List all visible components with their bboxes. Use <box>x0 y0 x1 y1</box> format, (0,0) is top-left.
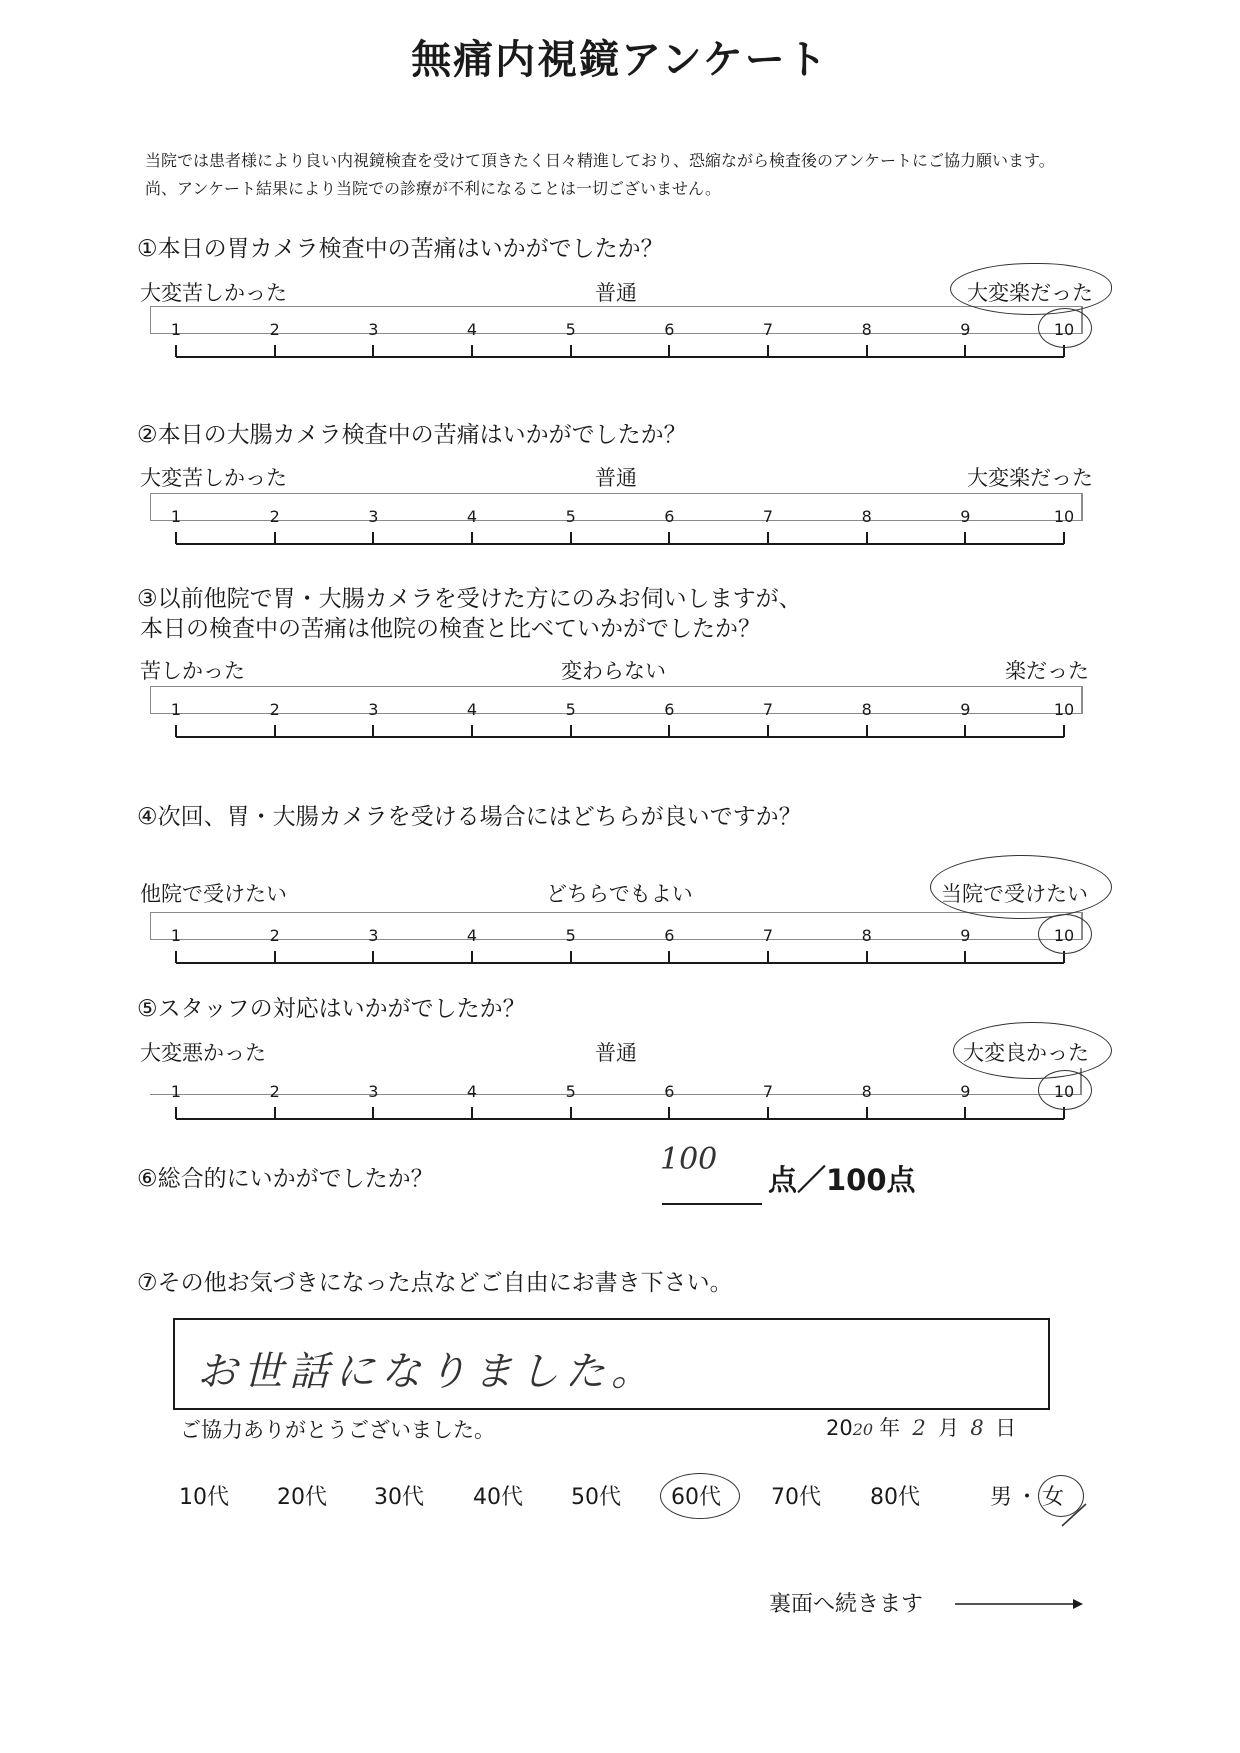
q4-right-label: 当院で受けたい <box>941 882 1088 906</box>
date-day-label: 日 <box>995 1416 1017 1440</box>
question-3-line-2: 本日の検査中の苦痛は他院の検査と比べていかがでしたか？ <box>140 616 761 642</box>
q5-scale[interactable] <box>150 1074 1080 1134</box>
q1-scale[interactable] <box>150 312 1080 372</box>
scale-number-10[interactable]: 10 <box>1053 926 1075 945</box>
age-option-70s[interactable]: 70代 <box>771 1485 821 1510</box>
intro-line-2: 尚、アンケート結果により当院での診療が不利になることは一切ございません。 <box>145 179 722 198</box>
scale-tick <box>866 532 868 544</box>
scale-number-4[interactable]: 4 <box>466 507 478 526</box>
scale-number-3[interactable]: 3 <box>368 700 379 719</box>
scale-number-6[interactable]: 6 <box>664 926 675 945</box>
q1-label-circle-mark <box>950 263 1112 315</box>
gender-separator: ・ <box>1016 1485 1039 1510</box>
q2-left-label: 大変苦しかった <box>140 466 287 490</box>
date-month-handwritten: 2 <box>912 1416 926 1440</box>
scale-number-3[interactable]: 3 <box>368 926 379 945</box>
scale-number-6[interactable]: 6 <box>664 507 675 526</box>
scale-tick <box>866 1107 868 1119</box>
q4-left-label: 他院で受けたい <box>140 882 287 906</box>
scale-number-2[interactable]: 2 <box>269 926 280 945</box>
scale-number-2[interactable]: 2 <box>269 700 280 719</box>
scale-number-7[interactable]: 7 <box>762 1082 774 1101</box>
q5-left-label: 大変悪かった <box>140 1041 266 1065</box>
question-3-line-1: ③以前他院で胃・大腸カメラを受けた方にのみお伺いしますが、 <box>137 586 802 612</box>
age-option-60s[interactable]: 60代 <box>671 1485 721 1510</box>
scale-number-8[interactable]: 8 <box>861 926 872 945</box>
scale-tick <box>866 345 868 357</box>
question-7: ⑦その他お気づきになった点などご自由にお書き下さい。 <box>137 1270 733 1296</box>
scale-tick <box>372 1107 374 1119</box>
scale-tick <box>274 951 276 963</box>
scale-tick <box>570 951 572 963</box>
q4-scale[interactable] <box>150 918 1080 978</box>
age-option-80s[interactable]: 80代 <box>870 1485 920 1510</box>
scale-number-10[interactable]: 10 <box>1053 700 1075 719</box>
scale-number-6[interactable]: 6 <box>664 700 675 719</box>
q5-label-circle-mark <box>953 1022 1112 1079</box>
scale-number-9[interactable]: 9 <box>960 320 971 339</box>
scale-tick <box>964 951 966 963</box>
age-selected-circle-mark <box>660 1473 740 1519</box>
q6-score-underline <box>662 1203 762 1205</box>
scale-tick <box>471 532 473 544</box>
scale-tick <box>274 725 276 737</box>
survey-title: 無痛内視鏡アンケート <box>411 37 829 83</box>
scale-axis-line <box>176 962 1064 964</box>
date-year-handwritten: 20 <box>852 1420 874 1439</box>
scale-number-7[interactable]: 7 <box>762 926 774 945</box>
scale-axis-line <box>176 1118 1064 1120</box>
scale-number-9[interactable]: 9 <box>960 1082 971 1101</box>
scale-number-6[interactable]: 6 <box>664 320 675 339</box>
scale-number-10[interactable]: 10 <box>1053 507 1075 526</box>
date-year-prefix: 20 <box>826 1416 853 1440</box>
scale-number-2[interactable]: 2 <box>269 507 280 526</box>
scale-number-5[interactable]: 5 <box>565 700 576 719</box>
q3-left-label: 苦しかった <box>140 659 245 683</box>
gender-slash-mark <box>1060 1500 1090 1530</box>
gender-option-male[interactable]: 男 <box>990 1485 1013 1510</box>
q2-scale[interactable] <box>150 499 1080 559</box>
scale-number-4[interactable]: 4 <box>466 1082 478 1101</box>
scale-number-8[interactable]: 8 <box>861 507 872 526</box>
scale-number-5[interactable]: 5 <box>565 320 576 339</box>
q5-mid-label: 普通 <box>595 1041 637 1065</box>
scale-tick <box>964 532 966 544</box>
thanks-message: ご協力ありがとうございました。 <box>180 1418 495 1442</box>
question-4: ④次回、胃・大腸カメラを受ける場合にはどちらが良いですか？ <box>137 804 802 830</box>
date-day-handwritten: 8 <box>970 1416 984 1440</box>
q6-score-suffix: 点／100点 <box>768 1163 916 1197</box>
date-month-label: 月 <box>938 1416 960 1440</box>
scale-number-5[interactable]: 5 <box>565 926 576 945</box>
age-option-30s[interactable]: 30代 <box>374 1485 424 1510</box>
scale-tick <box>767 345 769 357</box>
scale-number-8[interactable]: 8 <box>861 700 872 719</box>
q1-left-label: 大変苦しかった <box>140 281 287 305</box>
q5-right-label: 大変良かった <box>963 1041 1089 1065</box>
q3-scale[interactable] <box>150 692 1080 752</box>
scale-tick <box>1063 725 1065 737</box>
gender-option-female[interactable]: 女 <box>1042 1485 1065 1510</box>
scale-tick <box>471 1107 473 1119</box>
scale-number-5[interactable]: 5 <box>565 507 576 526</box>
scale-number-7[interactable]: 7 <box>762 700 774 719</box>
scale-tick <box>767 1107 769 1119</box>
question-6: ⑥総合的にいかがでしたか？ <box>137 1166 434 1192</box>
date-field[interactable] <box>826 1412 1016 1442</box>
scale-tick <box>175 1107 177 1119</box>
scale-number-7[interactable]: 7 <box>762 320 774 339</box>
scale-tick <box>668 725 670 737</box>
question-5: ⑤スタッフの対応はいかがでしたか？ <box>137 996 526 1022</box>
scale-tick <box>668 345 670 357</box>
scale-number-9[interactable]: 9 <box>960 926 971 945</box>
scale-axis-line <box>176 356 1064 358</box>
q4-label-circle-mark <box>930 855 1112 919</box>
scale-number-3[interactable]: 3 <box>368 320 379 339</box>
q6-score-handwritten[interactable]: 100 <box>660 1142 718 1177</box>
scale-tick <box>964 725 966 737</box>
scale-number-5[interactable]: 5 <box>565 1082 576 1101</box>
scale-axis-line <box>176 543 1064 545</box>
scale-number-7[interactable]: 7 <box>762 507 774 526</box>
scale-number-1[interactable]: 1 <box>170 320 182 339</box>
q2-mid-label: 普通 <box>595 466 637 490</box>
scale-tick <box>175 532 177 544</box>
question-2: ②本日の大腸カメラ検査中の苦痛はいかがでしたか？ <box>137 422 687 448</box>
scale-tick <box>372 345 374 357</box>
scale-tick <box>570 725 572 737</box>
scale-number-10[interactable]: 10 <box>1053 320 1075 339</box>
scale-number-3[interactable]: 3 <box>368 1082 379 1101</box>
scale-axis-line <box>176 736 1064 738</box>
question-1: ①本日の胃カメラ検査中の苦痛はいかがでしたか？ <box>137 236 664 262</box>
scale-tick <box>570 532 572 544</box>
age-option-40s[interactable]: 40代 <box>473 1485 523 1510</box>
scale-number-1[interactable]: 1 <box>170 1082 182 1101</box>
scale-number-4[interactable]: 4 <box>466 320 478 339</box>
scale-number-2[interactable]: 2 <box>269 1082 280 1101</box>
scale-number-9[interactable]: 9 <box>960 507 971 526</box>
q1-mid-label: 普通 <box>595 281 637 305</box>
selected-answer-circle-mark <box>1038 914 1092 954</box>
scale-tick <box>274 1107 276 1119</box>
intro-line-1: 当院では患者様により良い内視鏡検査を受けて頂きたく日々精進しており、恐縮ながら検査後のアンケートにご協力願います。 <box>145 151 1055 170</box>
scale-tick <box>767 725 769 737</box>
scale-tick <box>175 345 177 357</box>
scale-tick <box>767 951 769 963</box>
scale-tick <box>668 532 670 544</box>
scale-tick <box>668 951 670 963</box>
scale-tick <box>372 725 374 737</box>
scale-tick <box>767 532 769 544</box>
scale-number-3[interactable]: 3 <box>368 507 379 526</box>
scale-number-1[interactable]: 1 <box>170 700 182 719</box>
q3-mid-label: 変わらない <box>561 659 666 683</box>
scale-tick <box>866 951 868 963</box>
scale-number-8[interactable]: 8 <box>861 1082 872 1101</box>
q1-right-label: 大変楽だった <box>967 281 1093 305</box>
scale-number-4[interactable]: 4 <box>466 700 478 719</box>
scale-tick <box>668 1107 670 1119</box>
comment-box[interactable] <box>173 1318 1050 1410</box>
scale-tick <box>471 725 473 737</box>
q3-right-label: 楽だった <box>1005 659 1089 683</box>
scale-number-4[interactable]: 4 <box>466 926 478 945</box>
scale-number-9[interactable]: 9 <box>960 700 971 719</box>
scale-tick <box>471 951 473 963</box>
q2-right-label: 大変楽だった <box>967 466 1093 490</box>
scale-tick <box>570 1107 572 1119</box>
scale-tick <box>175 725 177 737</box>
scale-number-1[interactable]: 1 <box>170 507 182 526</box>
scale-number-2[interactable]: 2 <box>269 320 280 339</box>
age-option-50s[interactable]: 50代 <box>571 1485 621 1510</box>
scale-tick <box>471 345 473 357</box>
continue-arrow-icon <box>955 1596 1085 1612</box>
scale-tick <box>274 532 276 544</box>
scale-tick <box>175 951 177 963</box>
age-option-20s[interactable]: 20代 <box>277 1485 327 1510</box>
scale-tick <box>964 1107 966 1119</box>
age-option-10s[interactable]: 10代 <box>179 1485 229 1510</box>
scale-tick <box>372 532 374 544</box>
continue-text: 裏面へ続きます <box>769 1592 924 1617</box>
scale-number-10[interactable]: 10 <box>1053 1082 1075 1101</box>
scale-tick <box>372 951 374 963</box>
scale-tick <box>1063 532 1065 544</box>
comment-handwritten: お世話になりました。 <box>197 1349 657 1395</box>
date-year-label: 年 <box>879 1416 901 1440</box>
scale-tick <box>964 345 966 357</box>
scale-number-6[interactable]: 6 <box>664 1082 675 1101</box>
scale-tick <box>866 725 868 737</box>
scale-number-1[interactable]: 1 <box>170 926 182 945</box>
scale-number-8[interactable]: 8 <box>861 320 872 339</box>
scale-tick <box>274 345 276 357</box>
scale-tick <box>570 345 572 357</box>
q4-mid-label: どちらでもよい <box>546 882 693 906</box>
